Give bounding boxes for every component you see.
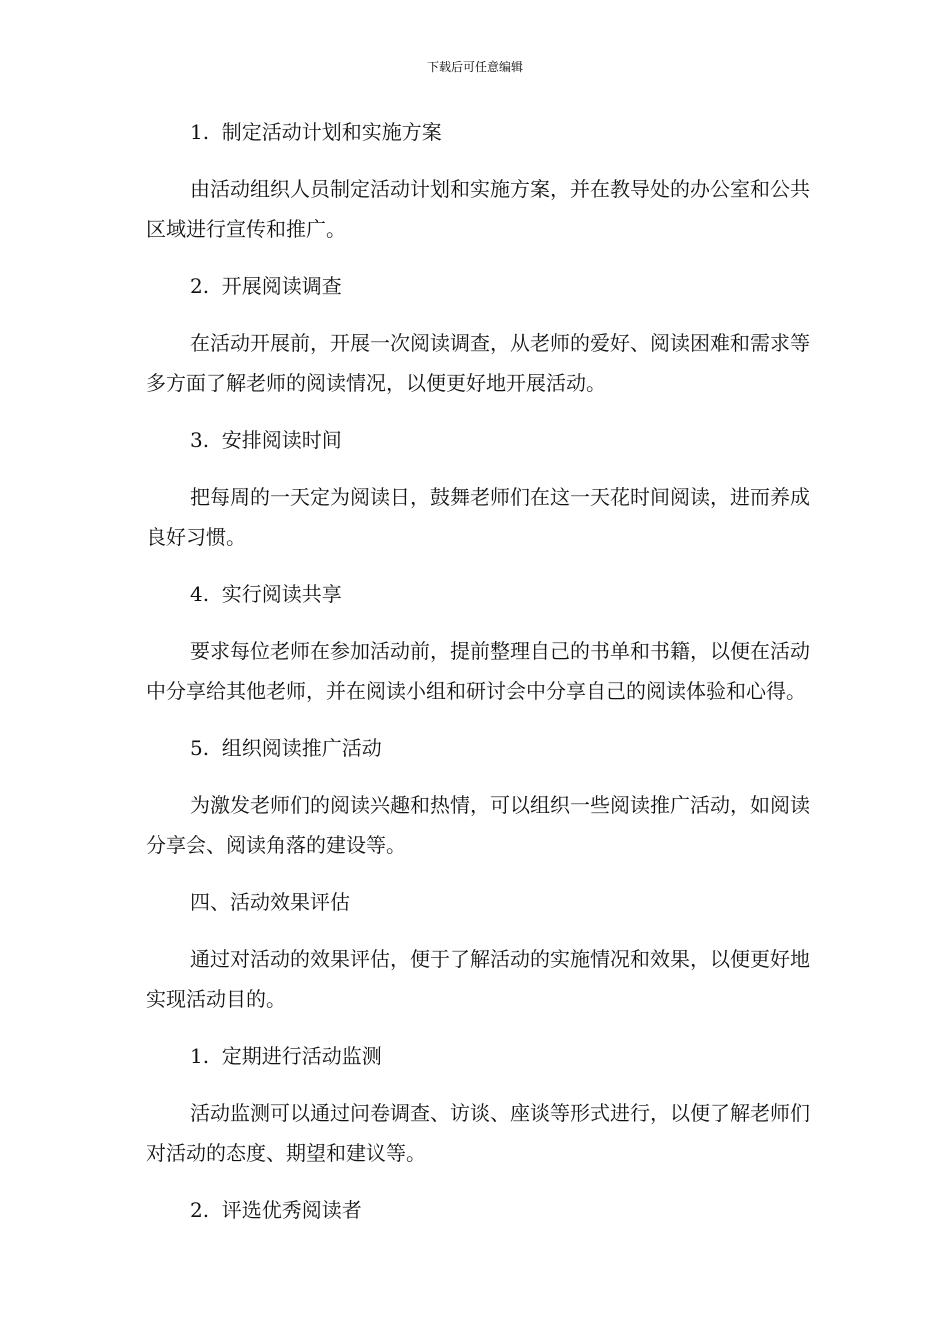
section-heading: 3. 安排阅读时间 bbox=[190, 428, 342, 452]
paragraph: 通过对活动的效果评估，便于了解活动的实施情况和效果，以便更好地实现活动目的。 bbox=[146, 947, 810, 1011]
paragraph: 活动监测可以通过问卷调查、访谈、座谈等形式进行，以便了解老师们对活动的态度、期望和建议等。 bbox=[146, 1101, 810, 1165]
section-heading: 2. 评选优秀阅读者 bbox=[190, 1198, 362, 1222]
section-heading: 四、活动效果评估 bbox=[190, 890, 350, 914]
document-body bbox=[146, 112, 810, 1247]
paragraph: 把每周的一天定为阅读日，鼓舞老师们在这一天花时间阅读，进而养成良好习惯。 bbox=[146, 485, 810, 549]
section-heading: 1. 定期进行活动监测 bbox=[190, 1044, 382, 1068]
paragraph: 为激发老师们的阅读兴趣和热情，可以组织一些阅读推广活动，如阅读分享会、阅读角落的建设等。 bbox=[146, 793, 810, 857]
section-heading: 1. 制定活动计划和实施方案 bbox=[190, 120, 442, 144]
section-heading: 4. 实行阅读共享 bbox=[190, 582, 342, 606]
page-header-note: 下载后可任意编辑 bbox=[426, 60, 523, 74]
paragraph: 要求每位老师在参加活动前，提前整理自己的书单和书籍，以便在活动中分享给其他老师，并在阅读小组和研讨会中分享自己的阅读体验和心得。 bbox=[146, 639, 810, 703]
paragraph: 由活动组织人员制定活动计划和实施方案，并在教导处的办公室和公共区域进行宣传和推广。 bbox=[146, 177, 810, 241]
section-heading: 5. 组织阅读推广活动 bbox=[190, 736, 382, 760]
paragraph: 在活动开展前，开展一次阅读调查，从老师的爱好、阅读困难和需求等多方面了解老师的阅读情况，以便更好地开展活动。 bbox=[146, 331, 810, 395]
section-heading: 2. 开展阅读调查 bbox=[190, 274, 342, 298]
